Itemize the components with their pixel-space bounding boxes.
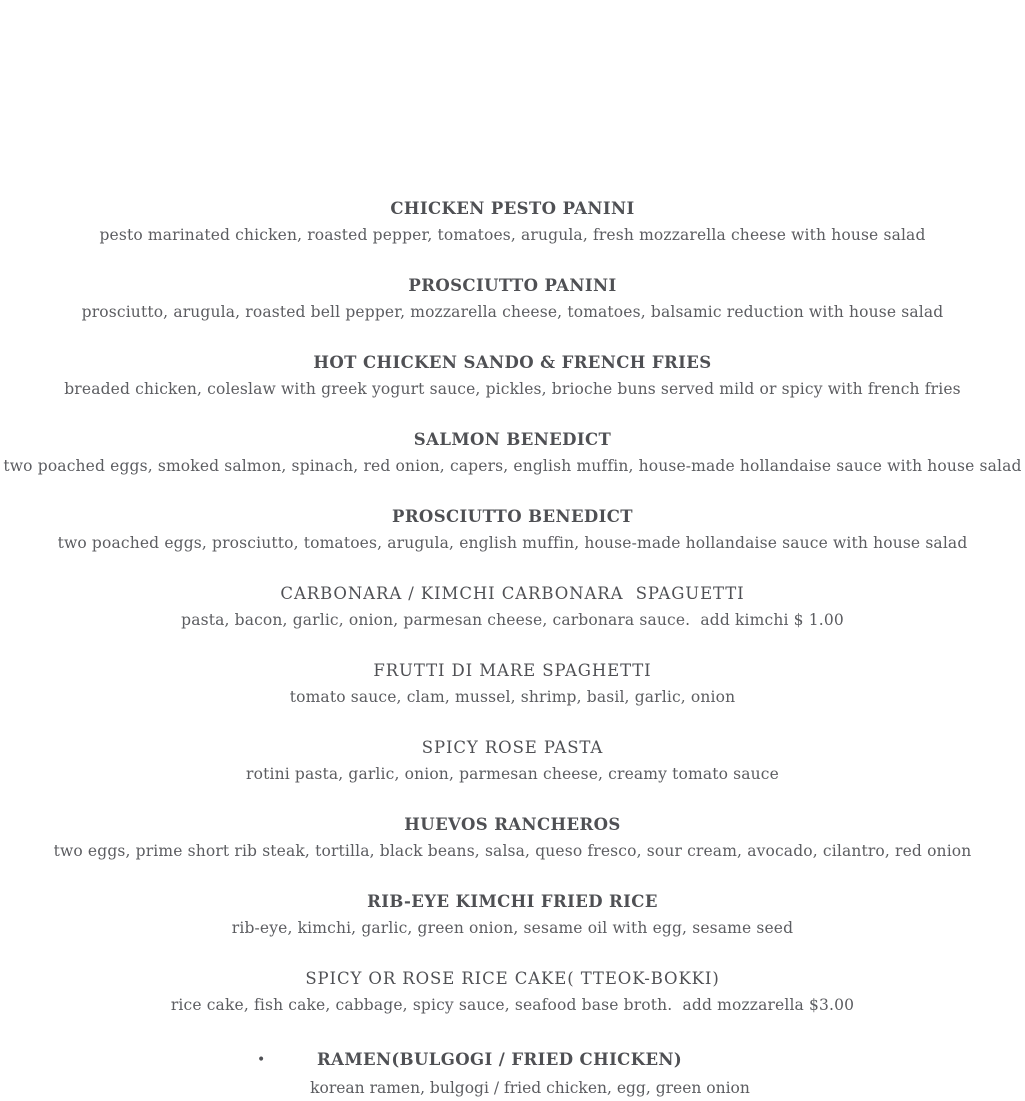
menu-list: [0, 196, 1025, 1043]
menu-item-title: HOT CHICKEN SANDO & FRENCH FRIES: [313, 353, 712, 372]
menu-item-ramen: [0, 1047, 1025, 1073]
menu-item-spicy-rose-pasta: [0, 735, 1025, 787]
menu-item-description: rotini pasta, garlic, onion, parmesan cheese, creamy tomato sauce: [246, 765, 779, 783]
menu-item-title: FRUTTI DI MARE SPAGHETTI: [373, 661, 652, 680]
menu-item-description: two poached eggs, smoked salmon, spinach, red onion, capers, english muffin, house-made hollandaise sauce with house salad: [3, 457, 1022, 475]
menu-item-title: PROSCIUTTO PANINI: [408, 276, 617, 295]
menu-item-title: RIB-EYE KIMCHI FRIED RICE: [367, 892, 658, 911]
menu-item-huevos-rancheros: [0, 812, 1025, 864]
menu-item-title: CHICKEN PESTO PANINI: [390, 199, 635, 218]
menu-item-description: tomato sauce, clam, mussel, shrimp, basil, garlic, onion: [289, 688, 736, 706]
menu-item-title: RAMEN(BULGOGI / FRIED CHICKEN): [317, 1050, 683, 1069]
menu-item-frutti-di-mare-spaghetti: [0, 658, 1025, 710]
menu-item-description: rib-eye, kimchi, garlic, green onion, sesame oil with egg, sesame seed: [231, 919, 794, 937]
menu-item-description: prosciutto, arugula, roasted bell pepper, mozzarella cheese, tomatoes, balsamic reduction with house salad: [81, 303, 944, 321]
menu-item-hot-chicken-sando: [0, 350, 1025, 402]
menu-item-carbonara-spaghetti: [0, 581, 1025, 633]
menu-item-title: SPICY OR ROSE RICE CAKE( TTEOK-BOKKI): [305, 969, 720, 988]
menu-item-prosciutto-benedict: [0, 504, 1025, 556]
menu-item-rice-cake-tteokbokki: [0, 966, 1025, 1018]
menu-item-description: breaded chicken, coleslaw with greek yogurt sauce, pickles, brioche buns served mild or spicy with french fries: [64, 380, 961, 398]
menu-item-title: CARBONARA / KIMCHI CARBONARA SPAGUETTI: [280, 584, 745, 603]
menu-item-chicken-pesto-panini: [0, 196, 1025, 248]
menu-item-salmon-benedict: [0, 427, 1025, 479]
menu-item-description: pasta, bacon, garlic, onion, parmesan cheese, carbonara sauce. add kimchi $ 1.00: [181, 611, 844, 629]
menu-item-rib-eye-kimchi-fried-rice: [0, 889, 1025, 941]
menu-item-title: SALMON BENEDICT: [413, 430, 612, 449]
menu-item-title: PROSCIUTTO BENEDICT: [392, 507, 633, 526]
menu-item-description: korean ramen, bulgogi / fried chicken, egg, green onion: [310, 1079, 750, 1097]
bullet-point: •: [257, 1052, 266, 1068]
menu-item-title: HUEVOS RANCHEROS: [404, 815, 621, 834]
menu-item-description: two poached eggs, prosciutto, tomatoes, arugula, english muffin, house-made hollandaise sauce with house salad: [57, 534, 968, 552]
menu-item-description: pesto marinated chicken, roasted pepper, tomatoes, arugula, fresh mozzarella cheese with house salad: [99, 226, 926, 244]
menu-item-description: rice cake, fish cake, cabbage, spicy sauce, seafood base broth. add mozzarella $3.00: [170, 996, 855, 1014]
menu-item-title: SPICY ROSE PASTA: [421, 738, 604, 757]
menu-item-prosciutto-panini: [0, 273, 1025, 325]
menu-item-description: two eggs, prime short rib steak, tortilla, black beans, salsa, queso fresco, sour cream, avocado, cilantro, red onion: [53, 842, 972, 860]
